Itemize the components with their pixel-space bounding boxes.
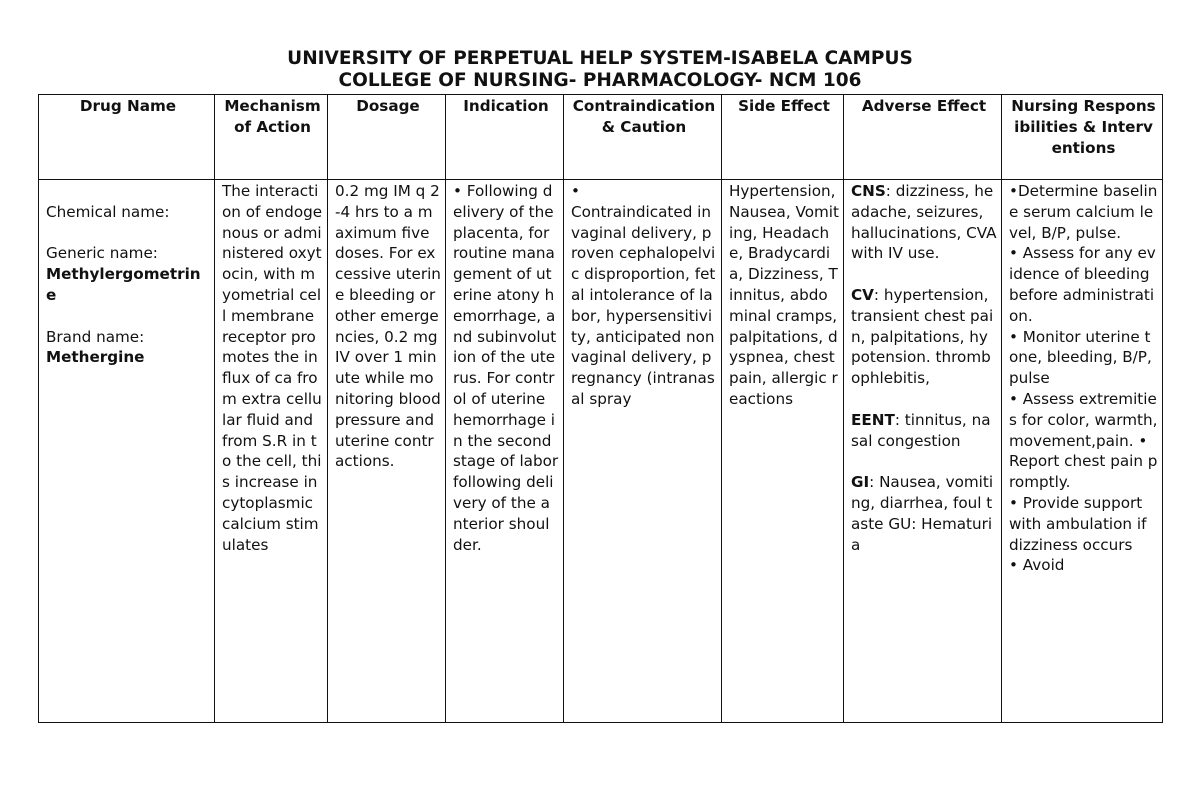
adverse-gi-text: : Nausea, vomiting, diarrhea, foul taste GU: Hematuria (851, 473, 994, 554)
brand-name-label: Brand name: (46, 327, 145, 346)
table-row (39, 180, 1163, 723)
header-indication: Indication (446, 95, 564, 180)
adverse-cv (851, 285, 997, 389)
adverse-eent (851, 410, 997, 452)
cell-contraindication (564, 180, 722, 723)
cell-dosage: 0.2 mg IM q 2-4 hrs to a maximum five doses. For excessive uterine bleeding or other emergencies, 0.2 mg IV over 1 minute while monitoring blood pressure and uterine contractions. (328, 180, 446, 723)
nursing-item: •Determine baseline serum calcium level, B/P, pulse. (1009, 182, 1158, 242)
chemical-name-label: Chemical name: (46, 202, 170, 221)
contraindication-text: Contraindicated in vaginal delivery, proven cephalopelvic disproportion, fetal intolerance of labor, hypersensitivity, anticipated nonvaginal delivery, pregnancy (intranasal spray (571, 202, 716, 408)
cell-drug-name (39, 180, 215, 723)
cell-indication: • Following delivery of the placenta, for routine management of uterine atony hemorrhage, and subinvolution of the uterus. For control of uterine hemorrhage in the second stage of labor following delivery of the anterior shoulder. (446, 180, 564, 723)
adverse-gi (851, 472, 997, 555)
cell-adverse-effect (844, 180, 1002, 723)
cell-mechanism: The interaction of endogenous or administered oxytocin, with myometrial cell membrane receptor promotes the influx of ca from extra cellular fluid and from S.R in to the cell, this increase in cytoplasmic calcium stimulates (215, 180, 328, 723)
cell-nursing (1002, 180, 1163, 723)
adverse-cv-text: : hypertension, transient chest pain, palpitations, hypotension. thrombophlebitis, (851, 285, 994, 388)
table-header-row (39, 95, 1163, 180)
header-contraindication: Contraindication & Caution (564, 95, 722, 180)
header-nursing: Nursing Responsibilities & Interventions (1002, 95, 1163, 180)
drug-study-table (38, 94, 1163, 723)
header-dosage: Dosage (328, 95, 446, 180)
title-line-1: UNIVERSITY OF PERPETUAL HELP SYSTEM-ISABELA CAMPUS (287, 48, 913, 69)
header-drug-name: Drug Name (39, 95, 215, 180)
adverse-cns (851, 181, 997, 264)
nursing-item: • Assess for any evidence of bleeding before administration. (1009, 244, 1156, 325)
header-side-effect: Side Effect (722, 95, 844, 180)
adverse-cns-label: CNS (851, 182, 886, 200)
generic-name-label: Generic name: (46, 244, 158, 263)
header-mechanism: Mechanism of Action (215, 95, 328, 180)
adverse-cv-label: CV (851, 285, 874, 304)
contraindication-bullet: • (571, 182, 580, 200)
nursing-item: • Provide support with ambulation if dizziness occurs (1009, 493, 1147, 554)
adverse-gi-label: GI (851, 473, 870, 492)
cell-side-effect: Hypertension, Nausea, Vomiting, Headache, Bradycardia, Dizziness, Tinnitus, abdominal cramps, palpitations, dyspnea, chest pain, allergic reactions (722, 180, 844, 723)
nursing-item: • Assess extremities for color, warmth, movement,pain. • Report chest pain promptly. (1009, 389, 1158, 492)
adverse-eent-label: EENT (851, 410, 895, 429)
brand-name-value: Methergine (46, 348, 145, 367)
adverse-cns-text: : dizziness, headache, seizures, hallucinations, CVA with IV use. (851, 182, 997, 263)
generic-name-value: Methylergometrine (46, 265, 201, 304)
header-adverse-effect: Adverse Effect (844, 95, 1002, 180)
nursing-item: • Avoid (1009, 556, 1065, 575)
document-title (0, 48, 1200, 92)
nursing-item: • Monitor uterine tone, bleeding, B/P, pulse (1009, 327, 1152, 388)
adverse-eent-text: : tinnitus, nasal congestion (851, 410, 991, 450)
title-line-2: COLLEGE OF NURSING- PHARMACOLOGY- NCM 106 (338, 70, 862, 91)
